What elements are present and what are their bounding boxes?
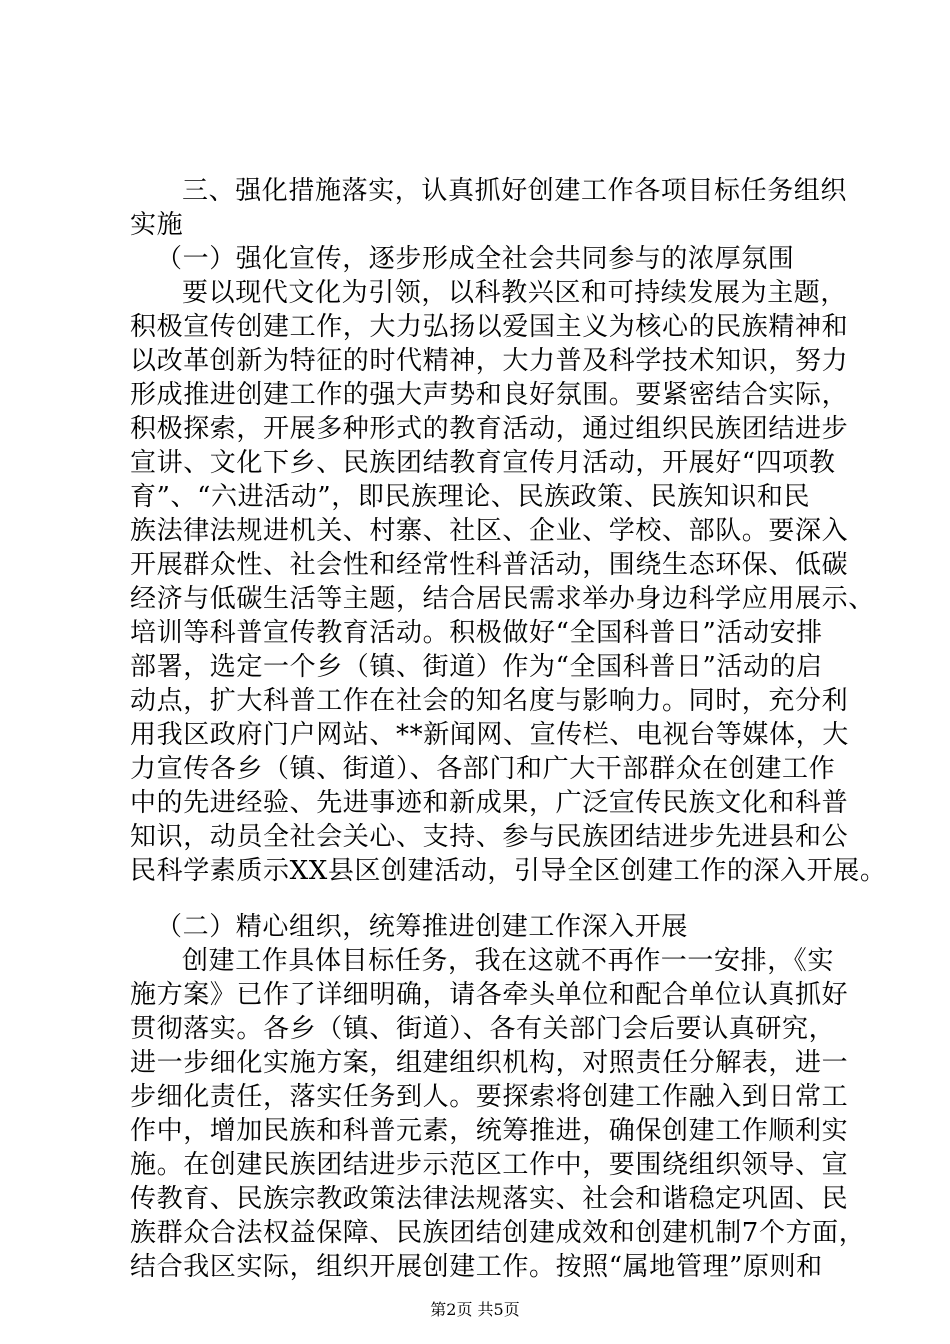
paragraph-line: 宣讲、文化下乡、民族团结教育宣传月活动，开展好“四项教	[130, 448, 836, 478]
paragraph-line: 育”、“六进活动”，即民族理论、民族政策、民族知识和民	[130, 482, 811, 512]
section-heading-3-cont: 实施	[130, 210, 184, 240]
paragraph-line: 用我区政府门户网站、**新闻网、宣传栏、电视台等媒体，大	[130, 720, 849, 750]
paragraph-line: 积极宣传创建工作，大力弘扬以爱国主义为核心的民族精神和	[130, 312, 849, 342]
paragraph-line: 施。在创建民族团结进步示范区工作中，要围绕组织领导、宣	[130, 1150, 849, 1180]
paragraph-line: 施方案》已作了详细明确，请各牵头单位和配合单位认真抓好	[130, 980, 849, 1010]
paragraph-line: 结合我区实际，组织开展创建工作。按照“属地管理”原则和	[130, 1252, 823, 1282]
paragraph-line: 进一步细化实施方案，组建组织机构，对照责任分解表，进一	[130, 1048, 849, 1078]
paragraph-line: 中的先进经验、先进事迹和新成果，广泛宣传民族文化和科普	[130, 788, 849, 818]
paragraph-line: 贯彻落实。各乡（镇、街道）、各有关部门会后要认真研究，	[130, 1014, 836, 1044]
paragraph-line: 步细化责任，落实任务到人。要探索将创建工作融入到日常工	[130, 1082, 849, 1112]
paragraph-line: 培训等科普宣传教育活动。积极做好“全国科普日”活动安排	[130, 618, 823, 648]
paragraph-line: 积极探索，开展多种形式的教育活动，通过组织民族团结进步	[130, 414, 849, 444]
paragraph-line: 民科学素质示XX县区创建活动，引导全区创建工作的深入开展。	[130, 856, 887, 886]
paragraph-line: 动点，扩大科普工作在社会的知名度与影响力。同时，充分利	[130, 686, 849, 716]
paragraph-line: 以改革创新为特征的时代精神，大力普及科学技术知识，努力	[130, 346, 849, 376]
paragraph-line: 族法律法规进机关、村寨、社区、企业、学校、部队。要深入	[130, 516, 849, 546]
paragraph-line: 形成推进创建工作的强大声势和良好氛围。要紧密结合实际，	[130, 380, 849, 410]
paragraph-line: 要以现代文化为引领，以科教兴区和可持续发展为主题，	[182, 278, 848, 308]
subsection-heading-1: （一）强化宣传，逐步形成全社会共同参与的浓厚氛围	[156, 244, 795, 274]
paragraph-line: 创建工作具体目标任务，我在这就不再作一一安排，《实	[182, 946, 835, 976]
paragraph-line: 开展群众性、社会性和经常性科普活动，围绕生态环保、低碳	[130, 550, 849, 580]
section-heading-3: 三、强化措施落实，认真抓好创建工作各项目标任务组织	[182, 176, 848, 206]
paragraph-line: 部署，选定一个乡（镇、街道）作为“全国科普日”活动的启	[130, 652, 823, 682]
paragraph-line: 经济与低碳生活等主题，结合居民需求举办身边科学应用展示、	[130, 584, 875, 614]
paragraph-line: 传教育、民族宗教政策法律法规落实、社会和谐稳定巩固、民	[130, 1184, 849, 1214]
paragraph-line: 知识，动员全社会关心、支持、参与民族团结进步先进县和公	[130, 822, 849, 852]
paragraph-line: 族群众合法权益保障、民族团结创建成效和创建机制7个方面，	[130, 1218, 866, 1248]
paragraph-line: 作中，增加民族和科普元素，统筹推进，确保创建工作顺利实	[130, 1116, 849, 1146]
paragraph-line: 力宣传各乡（镇、街道）、各部门和广大干部群众在创建工作	[130, 754, 836, 784]
page-footer: 第2页 共5页	[430, 1300, 520, 1319]
subsection-heading-2: （二）精心组织，统筹推进创建工作深入开展	[156, 912, 689, 942]
